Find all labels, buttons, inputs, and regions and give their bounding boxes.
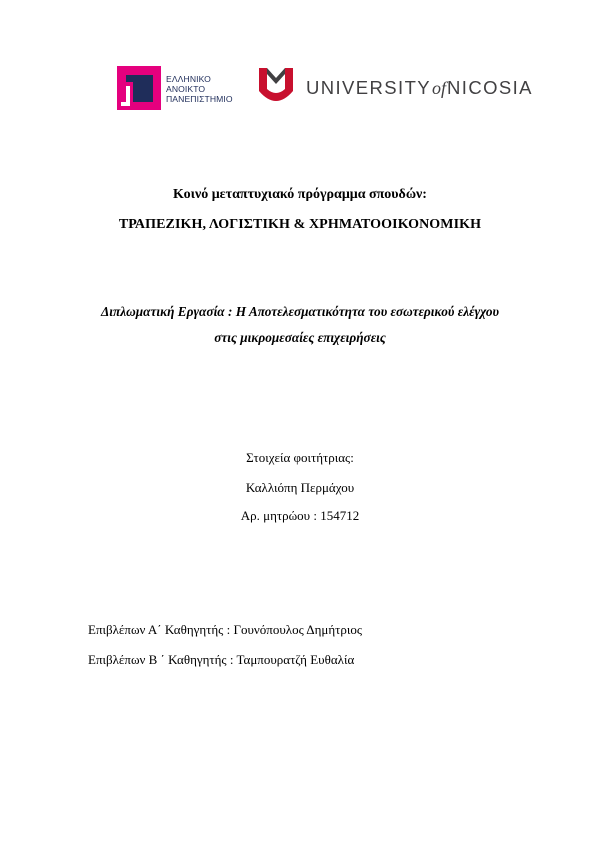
student-name: Καλλιόπη Περμάχου bbox=[245, 480, 355, 495]
thesis-title-line-1: Διπλωματική Εργασία : Η Αποτελεσματικότητα του εσωτερικού ελέγχου bbox=[100, 304, 500, 319]
eap-logo-text bbox=[166, 74, 233, 104]
eap-logo bbox=[117, 66, 247, 114]
unic-word-nicosia: NICOSIA bbox=[447, 77, 533, 98]
supervisor-a: Επιβλέπων Α΄ Καθηγητής : Γουνόπουλος Δημήτριος bbox=[88, 622, 363, 637]
eap-logo-line-3: ΠΑΝΕΠΙΣΤΗΜΙΟ bbox=[166, 94, 233, 104]
eap-logo-mark bbox=[117, 66, 161, 110]
program-title: ΤΡΑΠΕΖΙΚΗ, ΛΟΓΙΣΤΙΚΗ & ΧΡΗΜΑΤΟΟΙΚΟΝΟΜΙΚΗ bbox=[118, 217, 482, 232]
unic-word-university: UNIVERSITY bbox=[306, 77, 432, 98]
student-details-label: Στοιχεία φοιτήτριας: bbox=[246, 450, 354, 465]
unic-logo bbox=[258, 67, 533, 109]
unic-wordmark bbox=[306, 77, 533, 99]
eap-logo-line-1: ΕΛΛΗΝΙΚΟ bbox=[166, 74, 211, 84]
unic-word-of: of bbox=[432, 78, 447, 98]
supervisor-b: Επιβλέπων Β ΄ Καθηγητής : Ταμπουρατζή Ευθαλία bbox=[88, 652, 355, 667]
unic-shield-icon bbox=[258, 67, 294, 107]
program-label: Κοινό μεταπτυχιακό πρόγραμμα σπουδών: bbox=[173, 187, 427, 202]
thesis-title-line-2: στις μικρομεσαίες επιχειρήσεις bbox=[214, 330, 386, 345]
student-registration-number: Αρ. μητρώου : 154712 bbox=[240, 508, 360, 523]
eap-logo-line-2: ΑΝΟΙΚΤΟ bbox=[166, 84, 206, 94]
